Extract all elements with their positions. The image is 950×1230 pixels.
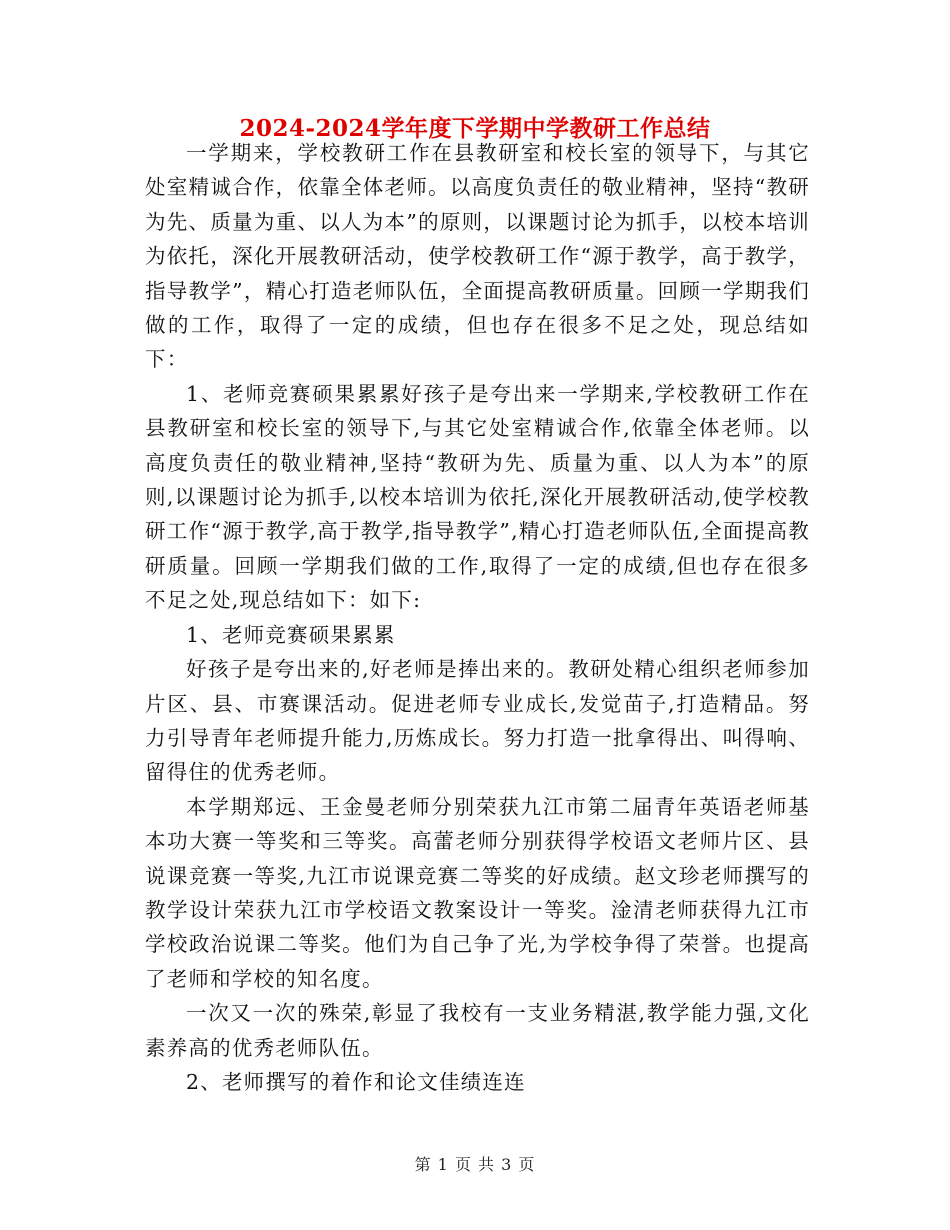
page-footer: 第 1 页 共 3 页 — [414, 1155, 536, 1174]
paragraph-awards: 本学期郑远、王金曼老师分别荣获九江市第二届青年英语老师基本功大赛一等奖和三等奖。高蕾老师分别获得学校语文老师片区、县说课竞赛一等奖,九江市说课竞赛二等奖的好成绩。赵文珍老师撰写的教学设计荣获九江市学校语文教案设计一等奖。淦清老师获得九江市学校政治说课二等奖。他们为自己争了光,为学校争得了荣誉。也提高了老师和学校的知名度。 — [145, 794, 810, 991]
document-title: 2024-2024学年度下学期中学教研工作总结 — [239, 115, 711, 142]
section-heading-2: 2、老师撰写的着作和论文佳绩连连 — [186, 1069, 526, 1094]
document-body — [145, 136, 810, 1099]
section-heading-1: 1、老师竞赛硕果累累 — [186, 622, 396, 647]
paragraph-section-1-long: 1、老师竞赛硕果累累好孩子是夸出来一学期来,学校教研工作在县教研室和校长室的领导下,与其它处室精诚合作,依靠全体老师。以高度负责任的敬业精神,坚持“教研为先、质量为重、以人为本”的原则,以课题讨论为抓手,以校本培训为依托,深化开展教研活动,使学校教研工作“源于教学,高于教学,指导教学”,精心打造老师队伍,全面提高教研质量。回顾一学期我们做的工作,取得了一定的成绩,但也存在很多不足之处,现总结如下：如下: — [145, 381, 810, 613]
paragraph-honors: 一次又一次的殊荣,彰显了我校有一支业务精湛,教学能力强,文化素养高的优秀老师队伍。 — [145, 1001, 810, 1060]
paragraph-intro: 一学期来，学校教研工作在县教研室和校长室的领导下，与其它处室精诚合作，依靠全体老师。以高度负责任的敬业精神，坚持“教研为先、质量为重、以人为本”的原则，以课题讨论为抓手，以校本培训为依托，深化开展教研活动，使学校教研工作“源于教学，高于教学，指导教学”，精心打造老师队伍，全面提高教研质量。回顾一学期我们做的工作，取得了一定的成绩，但也存在很多不足之处，现总结如下： — [145, 141, 810, 372]
paragraph-teachers: 好孩子是夸出来的,好老师是捧出来的。教研处精心组织老师参加片区、县、市赛课活动。促进老师专业成长,发觉苗子,打造精品。努力引导青年老师提升能力,历炼成长。努力打造一批拿得出、叫得响、留得住的优秀老师。 — [145, 657, 810, 785]
